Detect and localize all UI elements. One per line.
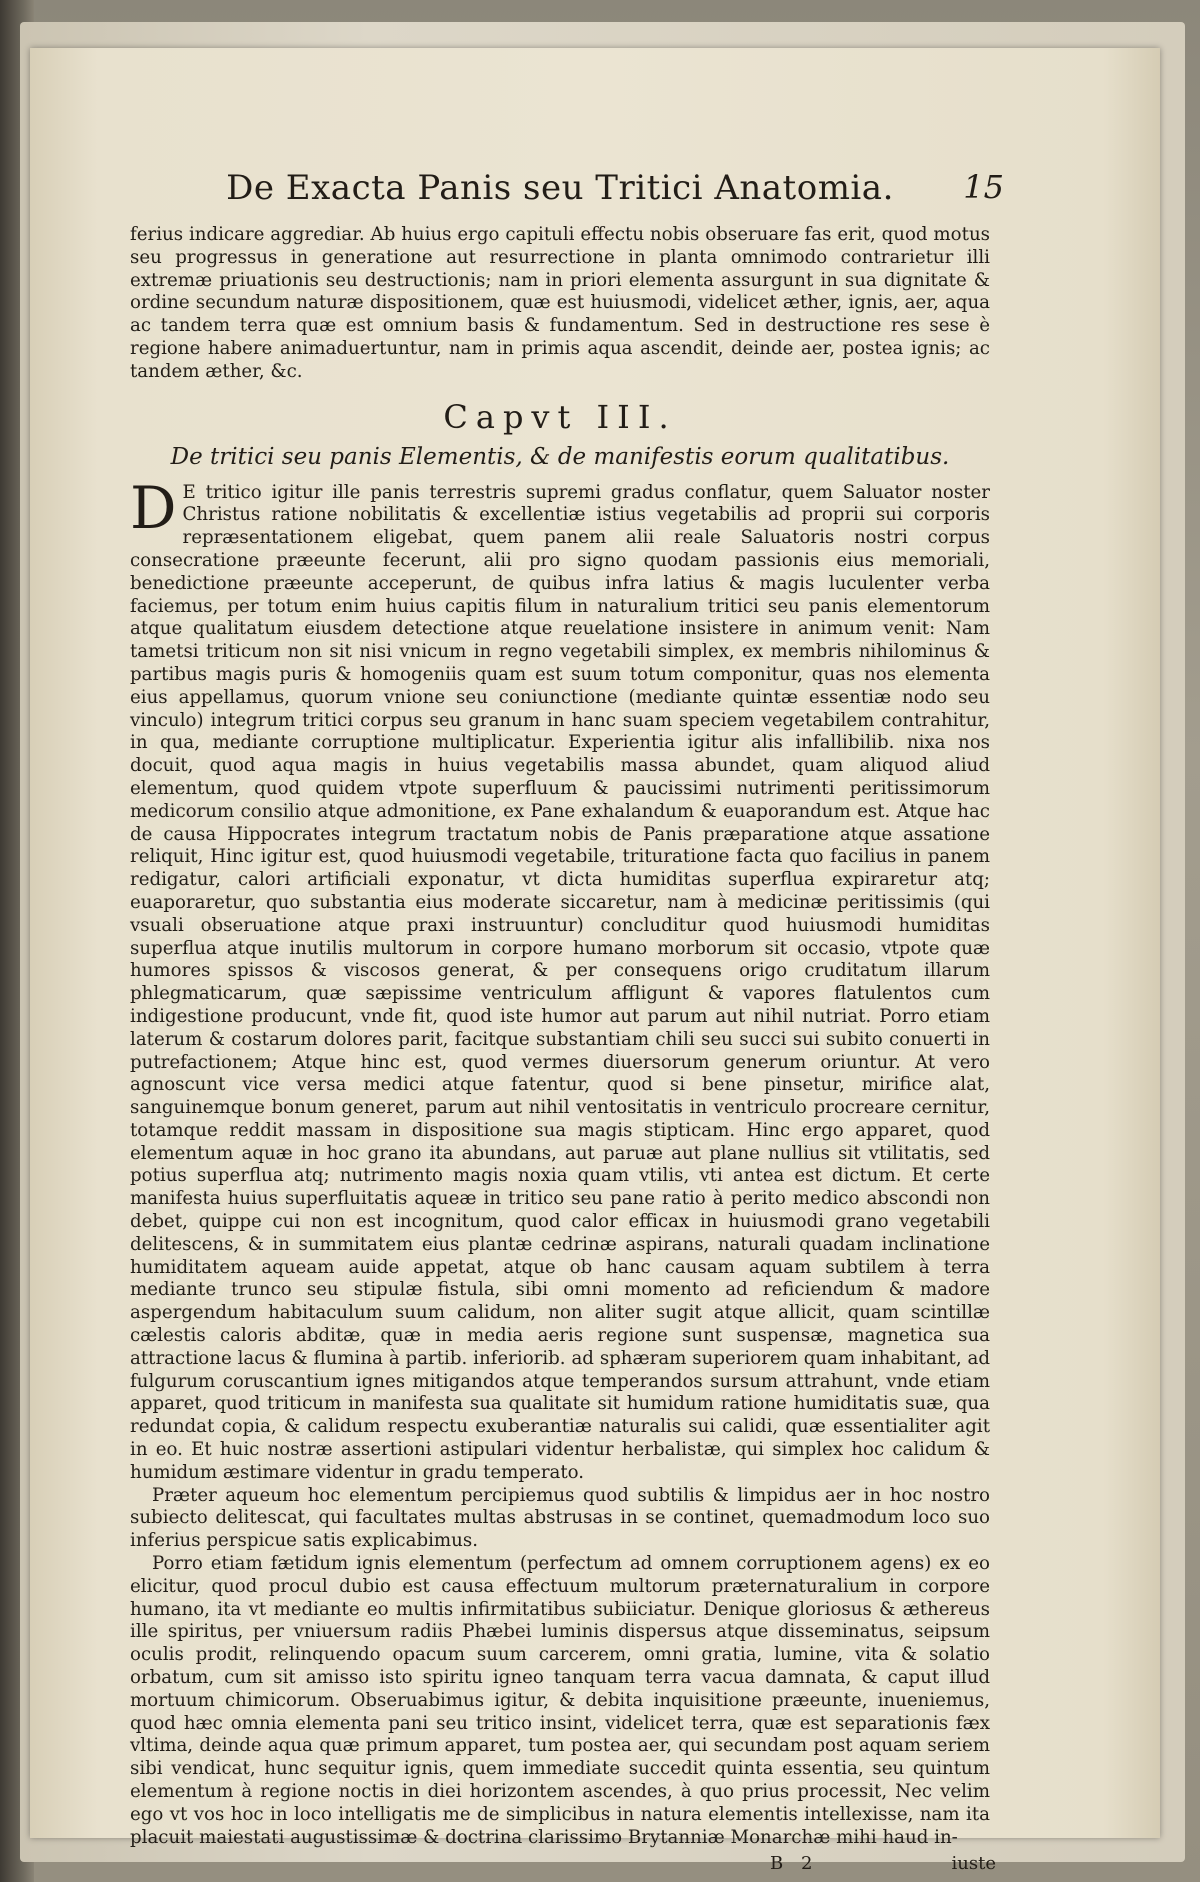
paragraph-text: Præter aqueum hoc elementum percipiemus quod subtilis & limpidus aer in hoc nostro subiecto delitescat, qui facultates multas abstrusas in se continet, quemadmodum loco suo inferius perspicue satis explicabimus. [130, 1484, 990, 1552]
paragraph-3 [130, 1553, 990, 1849]
running-title: De Exacta Panis seu Tritici Anatomia. [226, 168, 894, 208]
intro-paragraph: ferius indicare aggrediar. Ab huius ergo capituli effectu nobis obseruare fas erit, quod motus seu progressus in generatione aut resurrectione in planta omnimodo contrarietur illi extremæ priuationis seu destructionis; nam in priori elementa assurgunt in sua dignitate & ordine secundum naturæ dispositionem, quæ est huiusmodi, videlicet æther, ignis, aer, aqua ac tandem terra quæ est omnium basis & fundamentum. Sed in destructione res sese è regione habere animaduertuntur, nam in primis aqua ascendit, deinde aer, postea ignis; ac tandem æther, &c. [130, 224, 990, 382]
chapter-heading: Capvt III. [443, 397, 677, 436]
catchword: iuste [951, 1853, 996, 1875]
page-header [130, 168, 1004, 224]
chapter-subtitle: De tritici seu panis Elementis, & de manifestis eorum qualitatibus. [170, 443, 950, 470]
book-page [30, 48, 1160, 1875]
paragraph-text: Porro etiam fætidum ignis elementum (perfectum ad omnem corruptionem agens) ex eo elicitur, quod procul dubio est causa effectuum multorum præternaturalium in corpore humano, ita vt mediante eo multis infirmitatibus subiiciatur. Denique gloriosus & æthereus ille spiritus, per vniuersum radiis Phæbei luminis dispersus atque disseminatus, seipsum oculis prodit, relinquendo opacum suum carcerem, omni gratia, lumine, vita & solatio orbatum, cum sit amisso isto spiritu igneo tanquam terra vacua damnata, & caput illud mortuum chimicorum. Obseruabimus igitur, & debita inquisitione præeunte, inueniemus, quod hæc omnia elementa pani seu tritico insint, videlicet terra, quæ est separationis fæx vltima, deinde aqua quæ primum apparet, tum postea aer, qui secundam post aquam seriem sibi vendicat, hunc sequitur ignis, quem immediate succedit quinta essentia, seu quintum elementum à regione noctis in diei horizontem ascendes, à quo prius processit, Nec velim ego vt vos hoc in loco intelligatis me de simplicibus in natura elementis intellexisse, nam ita placuit maiestati augustissimæ & doctrina clarissimo Brytanniæ Monarchæ mihi haud in- [130, 1553, 990, 1848]
signature-mark: B 2 [770, 1853, 819, 1875]
chapter-body [130, 473, 990, 1850]
paragraph-1 [130, 473, 990, 1485]
page-content [130, 168, 1004, 1879]
drop-capital: D [130, 473, 177, 542]
paragraph-text: E tritico igitur ille panis terrestris supremi gradus conflatur, quem Saluator noster Christus ratione nobilitatis & excellentiæ istius vegetabilis ad proprii sui corporis repræsentationem eligebat, quem panem alii reale Saluatoris nostri corpus consecratione præeunte fecerunt, alii pro signo quodam passionis eius memoriali, benedictione præeunte acceperunt, de quibus infra latius & magis luculenter verba faciemus, per totum enim huius capitis filum in naturalium tritici seu panis elementorum atque qualitatum eiusdem detectione atque reuelatione insistere in animum venit: Nam tametsi triticum non sit nisi vnicum in regno vegetabili simplex, ex membris nihilominus & partibus magis puris & homogeniis quam est suum totum componitur, quas nos elementa eius appellamus, quorum vnione seu coniunctione (mediante quintæ essentiæ nodo seu vinculo) integrum tritici corpus seu granum in hanc suam speciem vegetabilem contrahitur, in qua, mediante corruptione multiplicatur. Experientia igitur alis infallibilib. nixa nos docuit, quod aqua magis in huius vegetabilis massa abundet, quam aliquod aliud elementum, quod quidem vtpote superfluum & paucissimi nutrimenti peritissimorum medicorum consilio atque admonitione, ex Pane exhalandum & euaporandum est. Atque hac de causa Hippocrates integrum tractatum nobis de Panis præparatione atque assatione reliquit, Hinc igitur est, quod huiusmodi vegetabile, trituratione facta quo facilius in panem redigatur, calori artificiali exponatur, vt dicta humiditas superflua expiraretur atq; euaporaretur, quo substantia eius moderate siccaretur, nam à medicinæ peritissimis (qui vsuali obseruatione atque praxi instruuntur) concluditur quod huiusmodi humiditas superflua atque inutilis multorum in corpore humano morborum sit occasio, vtpote quæ humores spissos & viscosos generat, & per consequens origo cruditatum illarum phlegmaticarum, quæ sæpissime ventriculum affligunt & vapores flatulentos cum indigestione producunt, vnde fit, quod iste humor aut parum aut nihil nutriat. Porro etiam laterum & costarum dolores parit, facitque substantiam chili seu succi sui subito conuerti in putrefactionem; Atque hinc est, quod vermes diuersorum generum oriuntur. At vero agnoscunt vice versa medici atque fatentur, quod si bene pinsetur, mirifice alat, sanguinemque bonum generet, parum aut nihil ventositatis in ventriculo procreare cernitur, totamque reddit massam in dispositione sua magis stipticam. Hinc ergo apparet, quod elementum aquæ in hoc grano ita abundans, aut paruæ aut plane nullius sit vtilitatis, sed potius superflua atq; nutrimento magis noxia quam vtilis, vti antea est dictum. Et certe manifesta huius superfluitatis aqueæ in tritico seu pane ratio à perito medico abscondi non debet, quippe cui non est incognitum, quod calor efficax in huiusmodi grano vegetabili delitescens, & in summitatem eius plantæ cedrinæ aspirans, naturali quadam inclinatione humiditatem aqueam auide appetat, atque ob hanc causam aquam subtilem à terra mediante trunco seu stipulæ fistula, sibi omni momento ad reficiendum & madore aspergendum habitaculum suum calidum, non aliter sugit atque allicit, quam scintillæ cælestis caloris abditæ, quæ in media aeris regione sunt suspensæ, magnetica sua attractione lacus & flumina à partib. inferiorib. ad sphæram superiorem quam inhabitant, ad fulgurum coruscantium ignes mitigandos atque temperandos sursum attrahunt, vnde etiam apparet, quod triticum in manifesta sua qualitate sit humidum ratione humiditatis suæ, qua redundat copia, & calidum respectu exuberantiæ naturalis sui calidi, quæ essentialiter agit in eo. Et huic nostræ assertioni astipulari videntur herbalistæ, qui simplex hoc calidum & humidum æstimare videntur in gradu temperato. [130, 481, 990, 1483]
page-footer [130, 1853, 996, 1879]
paragraph-2 [130, 1485, 990, 1553]
folio-number: 15 [963, 168, 1004, 206]
